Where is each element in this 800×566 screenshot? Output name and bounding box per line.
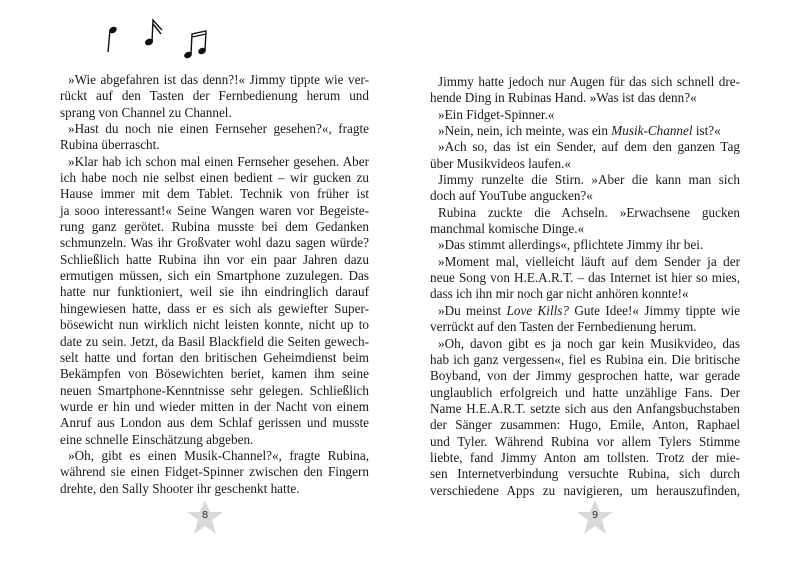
text-line: [60, 268, 369, 284]
text-line: [430, 156, 740, 172]
text-line: [60, 415, 369, 431]
text-segment: dass ich ihn mir noch gar nicht anhören konnte!«: [430, 286, 689, 302]
text-segment: drehte, den Sally Shooter ihr geschenkt hatte.: [60, 480, 300, 496]
music-notes-icon: [100, 12, 210, 62]
text-line: [60, 366, 369, 382]
text-segment: hingewiesen hatte, dass er es sich als gewiefter Super-: [60, 300, 369, 316]
text-line: [430, 286, 740, 302]
text-segment: rung ganz gerötet. Rubina musste bei dem Gedanken: [60, 219, 369, 235]
text-line: [60, 154, 369, 170]
text-segment: »Klar hab ich schon mal einen Fernseher gesehen. Aber: [68, 153, 369, 169]
page-number-badge: [185, 498, 225, 538]
text-segment: liebte, fand Jimmy Anton am tollsten. Trotz der mie-: [430, 449, 740, 465]
text-line: [60, 137, 369, 153]
text-line: [60, 170, 369, 186]
text-segment: wurde er hin und wieder mitten in der Nacht von einem: [60, 398, 369, 414]
text-line: [430, 401, 740, 417]
page-text: [430, 74, 740, 499]
text-line: [60, 203, 369, 219]
text-line: [60, 252, 369, 268]
text-line: [430, 319, 740, 335]
text-segment: ermutigen müssen, sich ein Smartphone zuzulegen. Das: [60, 268, 369, 284]
text-line: [60, 383, 369, 399]
text-segment: ja sooo interessant!« Seine Wangen waren vor Begeiste-: [60, 202, 369, 218]
text-line: [430, 74, 740, 90]
text-line: [430, 483, 740, 499]
page-number: 8: [201, 510, 209, 521]
page-number-badge: [575, 498, 615, 538]
text-segment: Jimmy runzelte die Stirn. »Aber die kann man sich: [438, 172, 740, 188]
text-line: [60, 399, 369, 415]
text-segment: manchmal komische Dinge.«: [430, 221, 585, 237]
text-segment: über Musikvideos laufen.«: [430, 155, 572, 171]
text-segment: Jimmy hatte jedoch nur Augen für das sich schnell dre-: [438, 74, 740, 89]
text-segment: während sie einen Fidget-Spinner zwischen den Fingern: [60, 464, 369, 480]
text-line: [60, 105, 369, 121]
text-segment: »Wie abgefahren ist das denn?!« Jimmy tippte wie ver-: [68, 72, 369, 87]
text-segment: Gute Idee!« Jimmy tippte wie: [569, 302, 740, 318]
text-line: [60, 301, 369, 317]
text-line: [430, 466, 740, 482]
text-segment: bösewicht nun wirklich nicht leisten konnte, nicht up to: [60, 317, 369, 333]
text-segment: neuen Smartphone-Kenntnisse sehr gelegen. Schließlich: [60, 382, 369, 398]
text-segment: »Hast du noch nie einen Fernseher gesehen?«, fragte: [68, 121, 369, 137]
text-line: [60, 448, 369, 464]
text-segment: ist?«: [692, 123, 721, 139]
text-line: [60, 350, 369, 366]
text-line: [430, 237, 740, 253]
text-segment: verrückt auf den Tasten der Fernbedienung herum.: [430, 319, 697, 335]
text-line: [430, 139, 740, 155]
text-line: [60, 284, 369, 300]
text-segment: unglaublich erfolgreich und hatte unzählige Fans. Der: [430, 384, 740, 400]
text-line: [430, 352, 740, 368]
text-segment: Anruf aus London aus dem Schlaf gerissen und musste: [60, 415, 369, 431]
text-line: [430, 123, 740, 139]
text-line: [430, 221, 740, 237]
text-segment: selt hatte und fortan den britischen Geheimdienst beim: [60, 349, 369, 365]
text-line: [60, 464, 369, 480]
text-segment: sprang von Channel zu Channel.: [60, 104, 232, 120]
text-segment: rückt auf den Tasten der Fernbedienung herum und: [60, 88, 369, 104]
text-segment: sen Internetverbindung versuchte Rubina, sich durch: [430, 466, 740, 482]
text-segment: Rubina überrascht.: [60, 137, 160, 153]
text-segment: neue Song von H.E.A.R.T. – das Internet ist hier so mies,: [430, 270, 740, 286]
text-segment: »Moment mal, vielleicht läuft auf dem Sender ja der: [438, 253, 740, 269]
text-line: [60, 235, 369, 251]
text-segment: schmunzeln. Was ihr Großvater wohl dazu sagen würde?: [60, 235, 369, 251]
text-segment: »Ach so, das ist ein Sender, auf dem den ganzen Tag: [438, 139, 740, 155]
text-line: [430, 107, 740, 123]
text-segment: Bekämpfen von Bösewichten beriet, kamen ihm seine: [60, 366, 369, 382]
text-segment: Hause immer mit dem Tablet. Technik von früher ist: [60, 186, 369, 202]
text-segment: »Ein Fidget-Spinner.«: [438, 106, 555, 122]
text-line: [430, 450, 740, 466]
text-line: [60, 334, 369, 350]
text-segment: hab ich ganz vergessen«, fiel es Rubina ein. Die britische: [430, 351, 740, 367]
text-line: [430, 254, 740, 270]
text-segment: hende Ding in Rubinas Hand. »Was ist das denn?«: [430, 90, 697, 106]
text-line: [430, 336, 740, 352]
page-text: [60, 72, 369, 497]
text-line: [430, 172, 740, 188]
text-segment: »Oh, gibt es einen Musik-Channel?«, fragte Rubina,: [68, 447, 369, 463]
text-segment: Musik-Channel: [611, 123, 693, 139]
text-line: [60, 481, 369, 497]
text-line: [60, 186, 369, 202]
text-segment: hatte nur funktioniert, weil sie ihn eindringlich darauf: [60, 284, 369, 300]
text-segment: der Sänger zusammen: Hugo, Emile, Anton, Raphael: [430, 417, 740, 433]
text-line: [430, 303, 740, 319]
text-segment: »Oh, davon gibt es ja noch gar kein Musikvideo, das: [438, 335, 740, 351]
text-line: [430, 385, 740, 401]
text-segment: »Nein, nein, ich meinte, was ein: [438, 123, 612, 139]
text-segment: verschiedene Apps zu navigieren, um herauszufinden,: [430, 482, 740, 498]
text-line: [430, 90, 740, 106]
text-segment: Rubina zuckte die Achseln. »Erwachsene gucken: [438, 204, 740, 220]
text-line: [60, 88, 369, 104]
right-page: [400, 0, 800, 566]
text-segment: »Du meinst: [438, 302, 507, 318]
text-line: [60, 219, 369, 235]
text-line: [430, 188, 740, 204]
text-segment: Name H.E.A.R.T. setzte sich aus den Anfangsbuchstaben: [430, 400, 740, 416]
text-segment: eine schnelle Einschätzung abgeben.: [60, 431, 254, 447]
text-line: [60, 432, 369, 448]
text-segment: Schließlich hatte Rubina ihn vor ein paar Jahren dazu: [60, 251, 369, 267]
text-segment: date zu sein. Jetzt, da Basil Blackfield die Seiten gewech-: [60, 333, 369, 349]
page-number: 9: [591, 510, 599, 521]
text-line: [430, 417, 740, 433]
text-segment: Boyband, von der Jimmy gesprochen hatte, war gerade: [430, 368, 740, 384]
text-segment: doch auf YouTube angucken?«: [430, 188, 593, 204]
text-segment: »Das stimmt allerdings«, pflichtete Jimmy ihr bei.: [438, 237, 704, 253]
text-line: [60, 317, 369, 333]
text-line: [60, 72, 369, 88]
text-line: [60, 121, 369, 137]
text-line: [430, 434, 740, 450]
text-segment: ich habe noch nie selbst einen bedient – wir gucken zu: [60, 170, 369, 186]
text-segment: Love Kills?: [506, 302, 570, 318]
text-segment: und Tyler. Während Rubina vor allem Tylers Stimme: [430, 433, 740, 449]
text-line: [430, 270, 740, 286]
text-line: [430, 368, 740, 384]
text-line: [430, 205, 740, 221]
